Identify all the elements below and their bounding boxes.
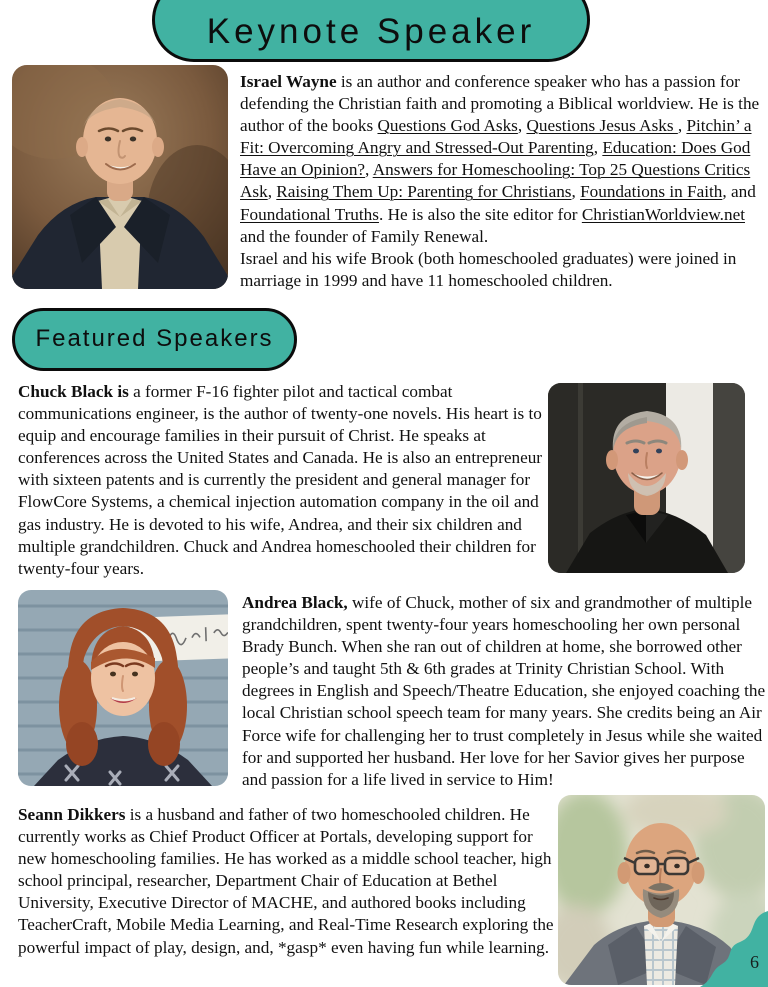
text-run: Pitchin’ a Fit: Overcoming Angry and Stressed-Out Parenting [240,116,752,158]
text-run: Seann Dikkers [18,805,126,824]
keynote-speaker-banner [152,0,590,62]
andrea-black-portrait-graphic [18,590,228,786]
israel-wayne-bio [240,71,767,292]
chuck-black-portrait-graphic [548,383,745,573]
text-run: . He is also the site editor for [378,204,582,224]
text-run: Chuck Black is [18,382,129,401]
text-run: Questions God Asks [377,116,518,136]
featured-speakers-banner [12,308,297,371]
israel-wayne-portrait-graphic [12,65,228,289]
text-run: , [677,116,687,136]
text-run: is a husband and father of two homeschooled children. He currently works as Chief Product Officer at Portals, developing support for new homeschooling families. He has worked as a middle school teacher, high school principal, researcher, Department Chair of Education at Bethel University, Executive Director of MACHE, and authored books including TeacherCraft, Mobile Media Learning, and Real-Time Research exploring the powerful impact of play, design, and, *gasp* even having fun while learning. [18,805,554,957]
andrea-black-bio [242,592,766,791]
text-run: a former F-16 fighter pilot and tactical combat communications engineer, is the author of twenty-one novels. His heart is to equip and encourage families in their pursuit of Christ. He speaks at conferences across the United States and Canada. He is also an entrepreneur with sixteen patents and is currently the president and general manager for FlowCore Systems, a chemical injection automation company in the oil and gas industry. He is devoted to his wife, Andrea, and their six children and multiple grandchildren. Chuck and Andrea homeschooled their children for twenty-four years. [18,382,543,578]
andrea-black-photo [18,590,228,786]
text-run: Andrea Black, [242,593,348,612]
text-run: , and [722,182,756,202]
text-run: wife of Chuck, mother of six and grandmother of multiple grandchildren, spent twenty-four years homeschooling her own personal Brady Bunch. When she ran out of children at home, she borrowed other people’s and taught 5th & 6th grades at Trinity Christian School. With degrees in English and Speech/Theatre Education, she enjoyed coaching the local Christian school speech team for many years. She credits being an Air Force wife for challenging her to trust completely in Jesus while she waited for and supported her husband. Her love for her Savior gives her purpose and passion for a life lived in service to Him! [242,593,766,789]
text-run: ChristianWorldview.net [581,204,745,224]
featured-banner-label: Featured Speakers [35,324,274,352]
text-run: Foundations in Faith [580,182,723,202]
text-run: Israel and his wife Brook (both homeschooled graduates) were joined in marriage in 1999 and have 11 homeschooled children. [240,248,737,290]
text-run: Raising Them Up: Parenting for Christians [276,182,572,202]
keynote-banner-label: Keynote Speaker [206,12,536,51]
text-run: , [267,182,277,202]
page-number: 6 [750,952,759,972]
text-run: , [517,116,527,136]
text-run: , [571,182,581,202]
israel-wayne-photo [12,65,228,289]
chuck-black-bio [18,381,546,580]
text-run: , [593,138,603,158]
text-run: Israel Wayne [240,72,337,91]
seann-dikkers-bio [18,804,555,959]
text-run: is an author and conference speaker who has a passion for defending the Christian faith and promoting a Biblical worldview. He is the author of the books [240,72,760,136]
text-run: Education: Does God Have an Opinion? [240,138,751,180]
page-corner-accent [688,887,768,987]
text-run: Answers for Homeschooling: Top 25 Questions Critics Ask [240,160,751,202]
text-run: Questions Jesus Asks [526,116,678,136]
text-run: , [365,160,373,180]
text-run: and the founder of Family Renewal. [240,226,489,246]
text-run: Foundational Truths [240,204,379,224]
chuck-black-photo [548,383,745,573]
